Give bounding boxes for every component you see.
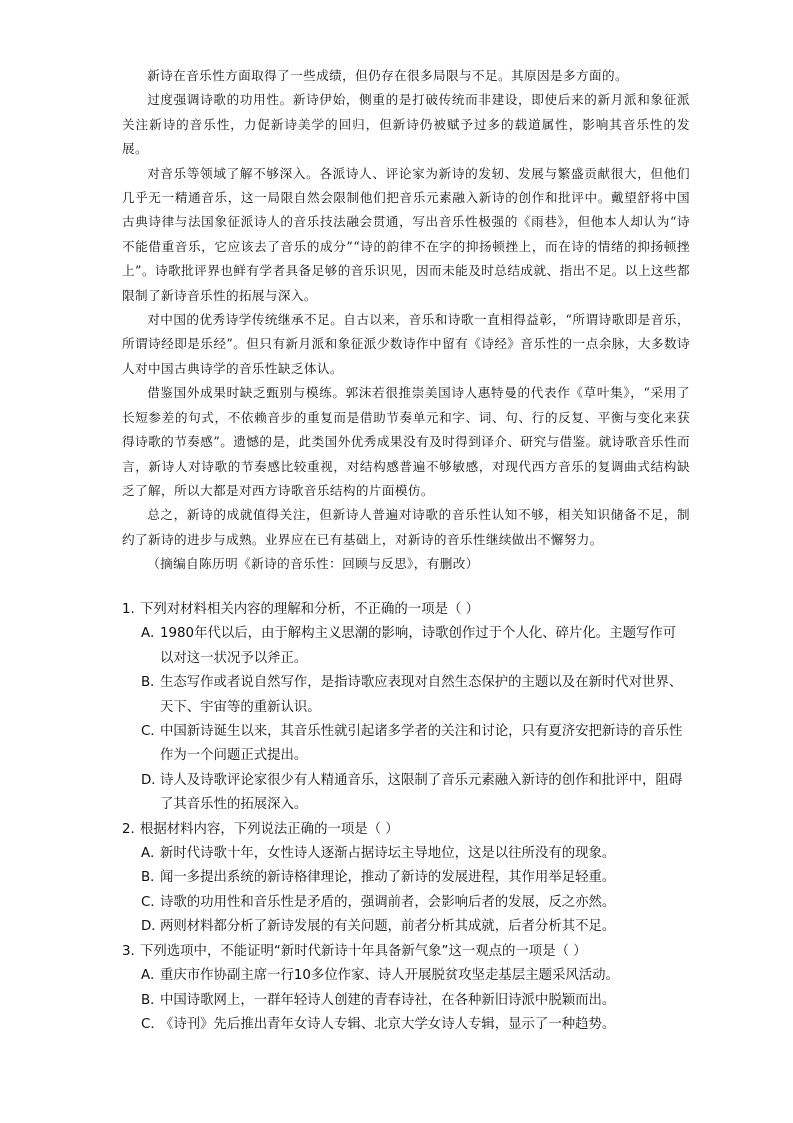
option-label: B．: [141, 992, 164, 1008]
option-label: C．: [141, 724, 164, 740]
passage-paragraph: 对中国的优秀诗学传统继承不足。自古以来，音乐和诗歌一直相得益彰，“所谓诗歌即是音乐，所谓诗经即是乐经”。但只有新月派和象征派少数诗作中留有《诗经》音乐性的一点余脉，大多数诗人对中国古典诗学的音乐性缺乏体认。: [122, 312, 690, 376]
passage-paragraph: 过度强调诗歌的功用性。新诗伊始，侧重的是打破传统而非建设，即使后来的新月派和象征派关注新诗的音乐性，力促新诗美学的回归，但新诗仍被赋予过多的载道属性，影响其音乐性的发展。: [122, 92, 690, 157]
passage-paragraph: 对音乐等领域了解不够深入。各派诗人、评论家为新诗的发轫、发展与繁盛贡献很大，但他们几乎无一精通音乐，这一局限自然会限制他们把音乐元素融入新诗的创作和批评中。戴望舒将中国古典诗律与法国象征派诗人的音乐技法融会贯通，写出音乐性极强的《雨巷》，但他本人却认为“诗不能借重音乐，它应该去了音乐的成分”“诗的韵律不在字的抑扬顿挫上，而在诗的情绪的抑扬顿挫上”。诗歌批评界也鲜有学者具备足够的音乐识见，因而未能及时总结成就、指出不足。以上这些都限制了新诗音乐性的拓展与深入。: [122, 165, 690, 303]
option-label: D．: [141, 772, 165, 788]
question-number: 2.: [122, 821, 135, 837]
option-text: 重庆市作协副主席一行10多位作家、诗人开展脱贫攻坚走基层主题采风活动。: [160, 968, 619, 984]
question-2: [122, 818, 688, 940]
option-label: C．: [141, 894, 164, 910]
option-c[interactable]: [122, 720, 688, 769]
option-label: A．: [141, 626, 164, 642]
question-text: 下列选项中，不能证明“新时代新诗十年具备新气象”这一观点的一项是（ ）: [140, 943, 587, 959]
option-a[interactable]: [122, 964, 688, 988]
passage-paragraph: 借鉴国外成果时缺乏甄别与模练。郭沫若很推崇美国诗人惠特曼的代表作《草叶集》，“采用了长短参差的句式，不依赖音步的重复而是借助节奏单元和字、词、句、行的反复、平衡与变化来获得诗歌的节奏感”。遗憾的是，此类国外优秀成果没有及时得到译介、研究与借鉴。就诗歌音乐性而言，新诗人对诗歌的节奏感比较重视，对结构感普遍不够敏感，对现代西方音乐的复调曲式结构缺乏了解，所以大都是对西方诗歌音乐结构的片面模仿。: [122, 385, 690, 498]
option-text: 新时代诗歌十年，女性诗人逐渐占据诗坛主导地位，这是以往所没有的现象。: [160, 846, 616, 862]
option-a[interactable]: [122, 842, 688, 866]
option-label: D．: [141, 919, 165, 935]
option-text: 闻一多提出系统的新诗格律理论，推动了新诗的发展进程，其作用举足轻重。: [160, 870, 616, 886]
question-1: [122, 598, 688, 818]
option-b[interactable]: [122, 989, 688, 1013]
question-stem: [122, 940, 688, 964]
question-number: 1.: [122, 602, 135, 617]
question-number: 3.: [122, 943, 135, 959]
option-d[interactable]: [122, 769, 688, 818]
option-text: 中国诗歌网上，一群年轻诗人创建的青春诗社，在各种新旧诗派中脱颖而出。: [160, 992, 616, 1008]
option-text: 诗歌的功用性和音乐性是矛盾的，强调前者，会影响后者的发展，反之亦然。: [160, 894, 616, 910]
option-text: 两则材料都分析了新诗发展的有关问题，前者分析其成就，后者分析其不足。: [160, 919, 616, 935]
option-d[interactable]: [122, 915, 688, 939]
option-label: C．: [141, 1016, 164, 1032]
reading-passage: [122, 64, 690, 577]
option-a[interactable]: [122, 622, 688, 671]
passage-paragraph: 总之，新诗的成就值得关注，但新诗人普遍对诗歌的音乐性认知不够，相关知识储备不足，制约了新诗的进步与成熟。业界应在已有基础上，对新诗的音乐性继续做出不懈努力。: [122, 507, 690, 547]
option-text: 生态写作或者说自然写作，是指诗歌应表现对自然生态保护的主题以及在新时代对世界、天下、宇宙等的重新认识。: [160, 675, 683, 715]
option-b[interactable]: [122, 671, 688, 720]
question-stem: [122, 598, 688, 622]
option-label: B．: [141, 675, 164, 691]
option-text: 中国新诗诞生以来，其音乐性就引起诸多学者的关注和讨论，只有夏济安把新诗的音乐性作为一个问题正式提出。: [160, 724, 683, 764]
option-text: 《诗刊》先后推出青年女诗人专辑、北京大学女诗人专辑，显示了一种趋势。: [160, 1016, 616, 1032]
question-3: [122, 940, 688, 1038]
option-text: 1980年代以后，由于解构主义思潮的影响，诗歌创作过于个人化、碎片化。主题写作可以对这一状况予以斧正。: [160, 626, 677, 666]
option-label: B．: [141, 870, 164, 886]
option-c[interactable]: [122, 891, 688, 915]
option-text: 诗人及诗歌评论家很少有人精通音乐，这限制了音乐元素融入新诗的创作和批评中，阻碍了其音乐性的拓展深入。: [160, 772, 683, 813]
passage-source: （摘编自陈历明《新诗的音乐性：回顾与反思》，有删改）: [147, 556, 479, 572]
question-stem: [122, 818, 688, 842]
passage-paragraph: 新诗在音乐性方面取得了一些成绩，但仍存在很多局限与不足。其原因是多方面的。: [147, 68, 628, 83]
option-label: A．: [141, 968, 164, 984]
question-text: 根据材料内容，下列说法正确的一项是（ ）: [140, 821, 399, 837]
option-label: A．: [141, 846, 164, 862]
option-b[interactable]: [122, 866, 688, 890]
option-c[interactable]: [122, 1013, 688, 1037]
question-text: 下列对材料相关内容的理解和分析，不正确的一项是（ ）: [140, 602, 480, 617]
question-list: [122, 598, 688, 1037]
